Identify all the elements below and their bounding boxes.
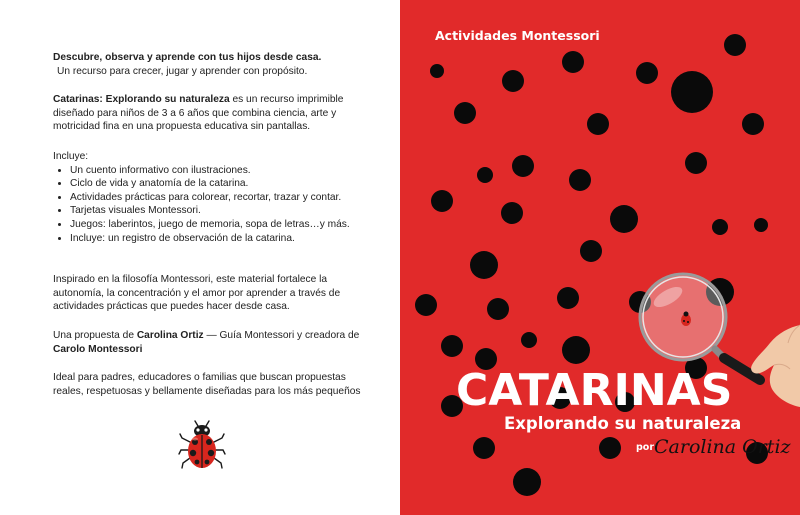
list-item: • Tarjetas visuales Montessori. [70,204,368,218]
includes-section [53,150,368,245]
intro-paragraph [53,51,368,78]
cover-subtitle: Explorando su naturaleza [504,414,742,433]
includes-list [53,164,368,246]
author-signature: Carolina Ortiz [654,436,791,458]
cover-page [400,0,800,515]
cover-title: CATARINAS [456,365,733,416]
intro-bold: Descubre, observa y aprende con tus hijos desde casa. [53,52,322,63]
proposal-brand: Carolo Montessori [53,343,143,355]
description-text: es un recurso imprimible diseñado para niños de 3 a 6 años que combina ciencia, arte y motricidad fina en una propuesta educativa sin pantallas. [53,94,344,133]
brand-label: Actividades Montessori [435,28,600,43]
proposal-author: Carolina Ortiz [136,330,204,341]
description-paragraph [53,93,368,134]
proposal-pre: Una propuesta de [53,330,137,341]
list-item: • Ciclo de vida y anatomía de la catarina. [70,177,368,191]
intro-rest: Un recurso para crecer, jugar y aprender con propósito. [57,65,308,77]
list-item: • Actividades prácticas para colorear, recortar, trazar y contar. [70,191,368,205]
list-item: • Un cuento informativo con ilustraciones. [70,164,368,178]
proposal-paragraph [53,329,368,356]
list-item: • Incluye: un registro de observación de la catarina. [70,232,368,246]
ladybug-icon [178,420,226,472]
includes-label: Incluye: [53,151,89,162]
author-prefix: por [636,442,655,453]
description-title: Catarinas: Explorando su naturaleza [53,94,230,105]
philosophy-paragraph: Inspirado en la filosofía Montessori, este material fortalece la autonomía, la concentración y el amor por aprender a través de actividades prácticas que puedes hacer desde casa. [53,274,341,313]
closing-paragraph: Ideal para padres, educadores o familias que buscan propuestas reales, respetuosas y bellamente diseñadas para los más pequeños [53,372,361,397]
list-item: • Juegos: laberintos, juego de memoria, sopa de letras…y más. [70,218,368,232]
proposal-mid: — Guía Montessori y creadora de [203,330,360,341]
